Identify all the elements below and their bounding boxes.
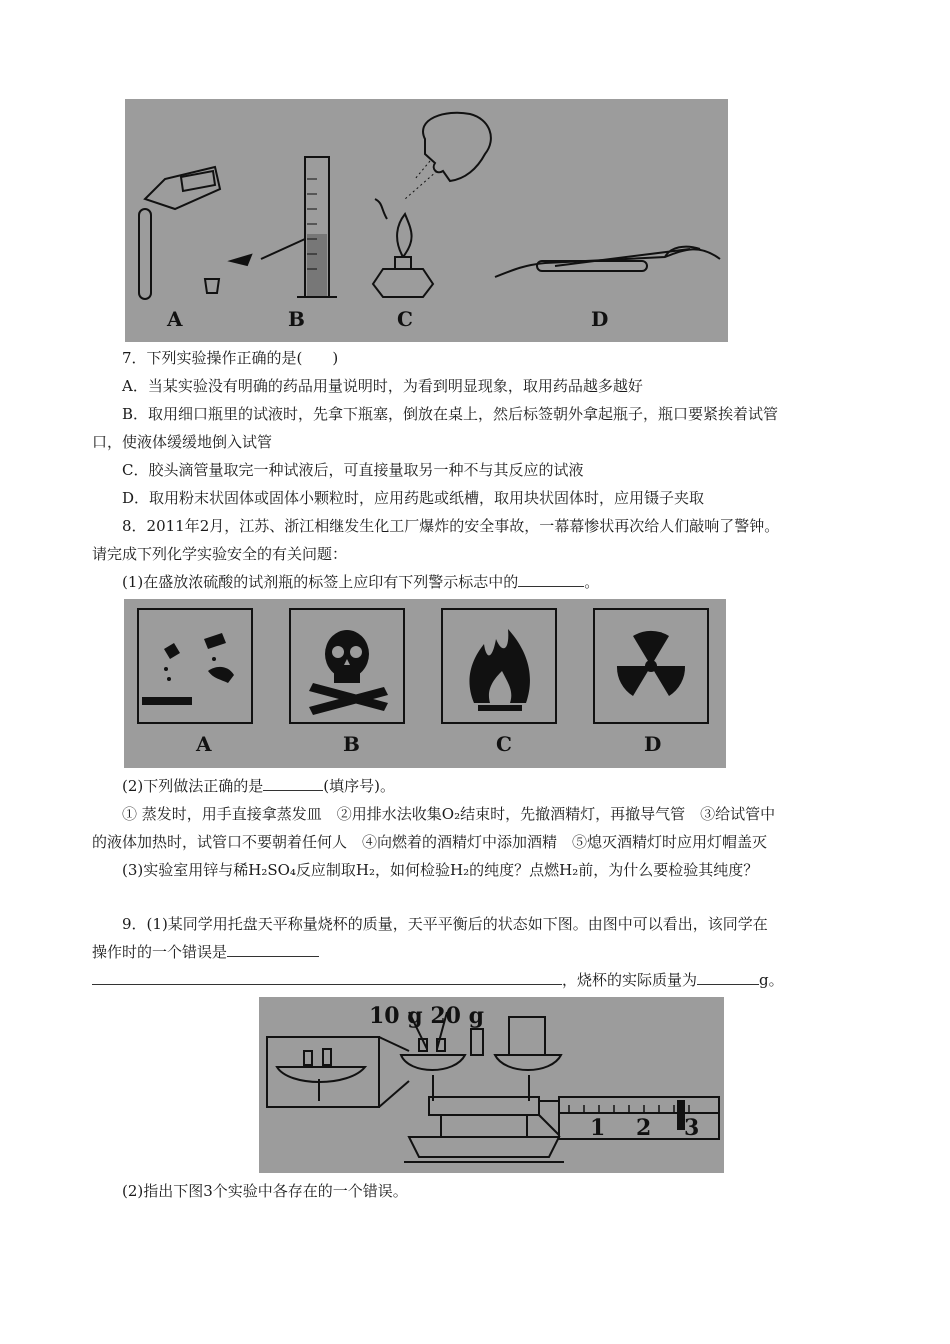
q9-error-blank-cont[interactable]	[92, 970, 562, 985]
sign-label-a: A	[196, 732, 212, 756]
q7-option-a: A．当某实验没有明确的药品用量说明时，为看到明显现象，取用药品越多越好	[122, 377, 643, 395]
q8-part2-blank[interactable]	[263, 776, 323, 791]
figure1-label-b: B	[288, 307, 305, 331]
q9-error-blank[interactable]	[227, 942, 319, 957]
q9-line2-text: 操作时的一个错误是	[92, 943, 228, 961]
scale-tick-3: 3	[684, 1115, 700, 1141]
q7-option-b-cont: 口，使液体缓缓地倒入试管	[92, 433, 273, 451]
q8-stem-line1: 8．2011年2月，江苏、浙江相继发生化工厂爆炸的安全事故，一幕幕惨状再次给人们敲响了警钟。	[122, 517, 780, 535]
q8-items-line1: ① 蒸发时，用手直接拿蒸发皿 ②用排水法收集O₂结束时，先撤酒精灯，再撤导气管 ③给试管中	[122, 805, 776, 823]
figure1-label-d: D	[591, 307, 609, 331]
q7-option-c: C．胶头滴管量取完一种试液后，可直接量取另一种不与其反应的试液	[122, 461, 584, 479]
scale-tick-2: 2	[636, 1115, 652, 1141]
q8-part1-end: 。	[584, 573, 600, 591]
figure1-label-c: C	[397, 307, 413, 331]
balance-drawing	[259, 997, 724, 1173]
q9-line1: 9．(1)某同学用托盘天平称量烧杯的质量，天平平衡后的状态如下图。由图中可以看出，该同学在	[122, 915, 768, 933]
q8-part2	[122, 776, 395, 796]
q8-part1	[122, 572, 599, 592]
q8-part2-text: (2)下列做法正确的是	[122, 777, 264, 795]
balance-figure	[259, 997, 724, 1173]
warning-signs-drawing	[124, 599, 726, 768]
q7-stem: 7．下列实验操作正确的是( )	[122, 349, 339, 367]
scale-tick-1: 1	[590, 1115, 606, 1141]
sign-label-b: B	[343, 732, 360, 756]
q9-line3	[92, 970, 784, 990]
q9-line3-end: g。	[759, 971, 784, 989]
q8-part3: (3)实验室用锌与稀H₂SO₄反应制取H₂，如何检验H₂的纯度？点燃H₂前，为什么要检验其纯度？	[122, 861, 759, 879]
q7-option-d: D．取用粉末状固体或固体小颗粒时，应用药匙或纸槽，取用块状固体时，应用镊子夹取	[122, 489, 705, 507]
q8-items-line2: 的液体加热时，试管口不要朝着任何人 ④向燃着的酒精灯中添加酒精 ⑤熄灭酒精灯时应用灯帽盖灭	[92, 833, 768, 851]
lab-operations-drawing	[125, 99, 728, 342]
q8-part1-text: (1)在盛放浓硫酸的试剂瓶的标签上应印有下列警示标志中的	[122, 573, 519, 591]
q9-line2	[92, 942, 319, 962]
weights-label: 10 g 20 g	[369, 1003, 484, 1029]
q9-line3-mid: ，烧杯的实际质量为	[562, 971, 698, 989]
q8-stem-line2: 请完成下列化学实验安全的有关问题：	[92, 545, 348, 563]
q8-part2-end: (填序号)。	[323, 777, 395, 795]
sign-label-d: D	[644, 732, 662, 756]
q9-mass-blank[interactable]	[697, 970, 759, 985]
lab-operations-figure	[125, 99, 728, 342]
sign-label-c: C	[496, 732, 512, 756]
warning-signs-figure	[124, 599, 726, 768]
q7-option-b: B．取用细口瓶里的试液时，先拿下瓶塞，倒放在桌上，然后标签朝外拿起瓶子，瓶口要紧挨着试管	[122, 405, 779, 423]
q8-part1-blank[interactable]	[518, 572, 584, 587]
q9-part2: (2)指出下图3个实验中各存在的一个错误。	[122, 1182, 408, 1200]
figure1-label-a: A	[167, 307, 183, 331]
